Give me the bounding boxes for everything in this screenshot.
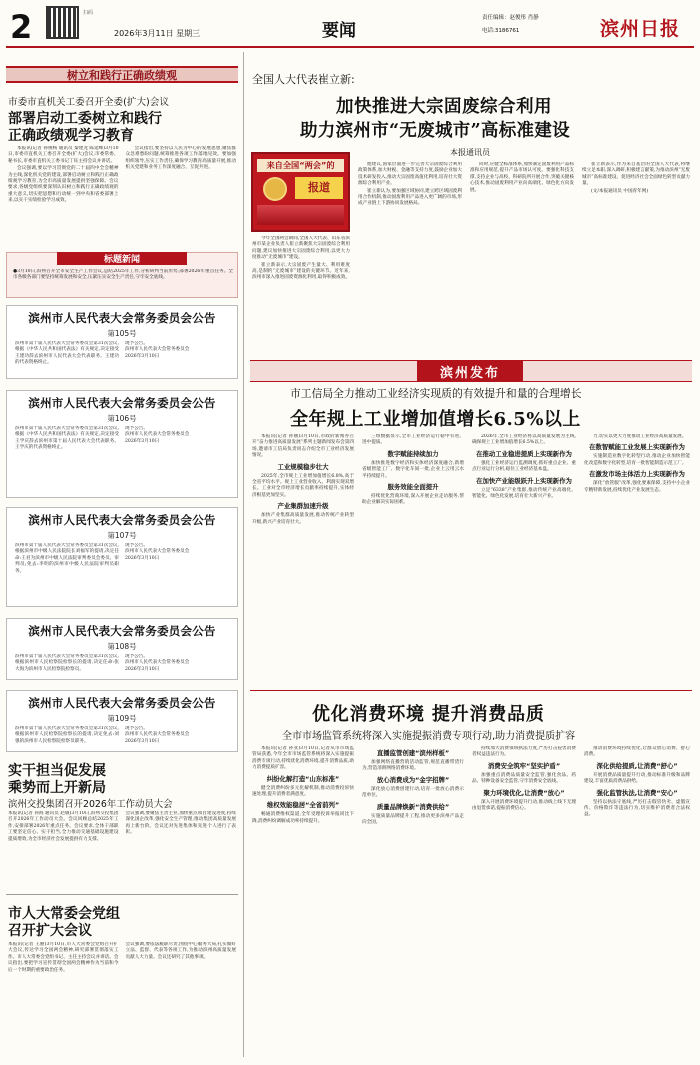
cppcc-col-1: [8, 146, 119, 248]
flash-news-box: [6, 252, 238, 298]
paragraph: 推动消费环境持续优化,让群众放心消费、舒心消费。: [584, 746, 690, 758]
badge-skyline: [257, 205, 344, 225]
date-line: 2026年3月11日 星期三: [114, 29, 201, 38]
paragraph: 深化放心消费创建行动,培育一批放心消费示范单位。: [362, 786, 464, 799]
notice-title: 滨州市人民代表大会常务委员会公告: [28, 696, 216, 710]
paragraph: (文/本报通讯员 中国青年网): [591, 188, 649, 194]
notice-body: [7, 654, 237, 682]
paragraph: 持续加大消费领域执法力度,严厉打击侵害消费者权益违法行为。: [472, 746, 576, 758]
paragraph: 今年全国两会期间,全国人大代表、山东省滨州市某企业负责人崔立新聚焦大宗固废综合利用问题,建议加快推进大宗固废综合利用,以更大力度推动“无废城市”建设。: [252, 236, 350, 261]
top-headline-1: 加快推进大宗固废综合利用: [336, 97, 552, 117]
paragraph: 他建议,国家层面进一步完善大宗固废综合利用政策体系,加大财税、金融等支持力度,鼓励企业加大技术研发投入,推动大宗固废高值化利用,培育壮大资源综合利用产业。: [358, 162, 462, 187]
phone-line: 电话:3186761: [482, 28, 520, 34]
consumption-col-2: [362, 746, 464, 1056]
top-col-3: [470, 162, 574, 354]
paragraph: 加强网络直播营销活动监管,规范直播带货行为,营造清朗网络消费环境。: [362, 760, 464, 772]
notice-body: [7, 341, 237, 381]
lianghui-badge-top: [257, 159, 344, 172]
consumption-col-3: [472, 746, 576, 1056]
flash-news-label-wrap: [57, 252, 187, 265]
transport-subtitle: 滨州交投集团召开2026年工作动员大会: [8, 799, 173, 810]
notice-col-2: 现予公告。 滨州市人民代表大会常务委员会 2026年3月10日: [125, 426, 190, 444]
notice-106: [6, 390, 238, 498]
cppcc-body: [8, 146, 236, 248]
top-headline-2: 助力滨州市“无废城市”高标准建设: [300, 121, 570, 141]
subhead: 在加快产业能级跃升上实现新作为: [476, 476, 572, 485]
paragraph: 实施质量品牌提升工程,推动更多滨州产品走向全国。: [362, 813, 464, 826]
flash-news-body: ●3月10日,滨州召开全市安全生产工作会议,总结2025年工作,分析研判当前形势,部署2026年重点任务。全市各级各部门要坚持统筹发展和安全,压紧压实安全生产责任,守牢安全底线。: [13, 269, 233, 281]
paragraph: 力,切实以更大力度推动工业经济高质量发展。: [593, 434, 687, 439]
notice-108: [6, 618, 238, 680]
notice-number: 第108号: [107, 642, 137, 651]
consumption-kicker: 全市市场监管系统将深入实施提振消费专项行动,助力消费提质扩容: [282, 731, 576, 742]
subhead: 产业集群加速升级: [277, 502, 329, 511]
lianghui-badge-line1: 来自全国“两会”的: [266, 160, 335, 170]
cppcc-title-2: 正确政绩观学习教育: [8, 128, 134, 144]
subhead: 质量品牌焕新“消费供给”: [376, 802, 450, 811]
paper-logo: 滨州日报: [600, 18, 681, 40]
notice-105: [6, 305, 238, 379]
notice-body: [7, 726, 237, 754]
paragraph: 加强重点消费品质量安全监管,强化食品、药品、特种设备安全监管,守牢消费安全底线。: [472, 772, 576, 785]
subhead: 在推动工业稳进提质上实现新作为: [476, 449, 572, 458]
subhead: 强化监管执法,让消费“安心”: [596, 788, 678, 797]
column-divider: [243, 52, 244, 1057]
subhead: 消费安全筑牢“坚实护盾”: [487, 761, 561, 770]
notice-col-2: 现予公告。 滨州市人民代表大会常务委员会 2026年3月10日: [125, 726, 190, 744]
release-kicker: 市工信局全力推动工业经济实现质的有效提升和量的合理增长: [290, 387, 582, 400]
paragraph: 开展消费品质量提升行动,推动标准升级和品牌建设,丰富优质消费品供给。: [584, 772, 690, 785]
paragraph: 畅通消费维权渠道,全年受理投诉举报同比下降,消费纠纷调解成功率持续提升。: [252, 812, 354, 824]
notice-number: 第106号: [107, 414, 137, 423]
paragraph: 健全消费纠纷多元化解机制,推动消费投诉快速处理,提升消费者满意度。: [252, 785, 354, 798]
paragraph: 实施制造业数字化转型行动,推动企业加快智能化改造和数字化转型,培育一批智能制造示范工厂。: [584, 454, 690, 466]
paragraph: 三组数据显示,全市工业经济运行稳中有进、进中提质。: [362, 434, 464, 446]
notice-col-1: 滨州市第十届人民代表大会常务委员会第31次会议,根据滨州市人民检察院检察长的提请,决定免去:刘强的滨州市人民检察院检察员职务。: [15, 726, 119, 744]
left-banner-label: 树立和践行正确政绩观: [67, 68, 177, 82]
transport-title-2: 乘势而上开新局: [8, 780, 106, 796]
paragraph: 会议指出,要坚持以人民为中心的发展思想,聚焦群众急难愁盼问题,统筹推进各项工作落地见效。要加强组织领导,压实工作责任,确保学习教育高质量开展,推动机关党建和业务工作深度融合、互促共进。: [125, 146, 236, 171]
notice-title: 滨州市人民代表大会常务委员会公告: [28, 624, 216, 638]
paragraph: 会议强调,要以学习贯彻党的二十届四中全会精神为主线,深化机关党的建设,部署启动树立和践行正确政绩观学习教育,为全市高质量发展提供坚强保障。会议要求,各级党组织要深刻认识树立和践行正确政绩观的重大意义,切实把思想和行动统一到中央和省委部署上来,以实干实绩检验学习成效。: [8, 166, 119, 204]
release-col-3: [472, 434, 576, 662]
left-banner: [6, 66, 238, 83]
flash-news-label: 标题新闻: [103, 255, 140, 265]
subhead: 数字赋能持续加力: [387, 449, 439, 458]
subhead: 在激发市场主体活力上实现新作为: [589, 470, 685, 479]
release-banner: [417, 360, 523, 382]
subhead: 放心消费成为“金字招牌”: [376, 775, 450, 784]
notice-number: 第107号: [107, 531, 137, 540]
page-number: 2: [10, 8, 33, 46]
transport-col-1: 本报讯(记者 孙海 通讯员 赵敏)3月10日,滨州交投集团召开2026年工作动员大会。会议回顾总结2025年工作,安排部署2026年重点任务。会议要求,全体干部职工要坚定信心、实干担当,全力推动交通基础设施建设提质增效,为全市经济社会发展提供有力支撑。: [8, 811, 119, 842]
emblem-icon: [263, 177, 287, 201]
subhead: 纠纷化解打造“山东标准”: [266, 774, 340, 783]
paragraph: 持续优化营商环境,深入开展企业走访服务,帮助企业解决实际困难。: [362, 494, 464, 506]
notice-col-2: 现予公告。 滨州市人民代表大会常务委员会 2026年3月10日: [125, 341, 190, 359]
transport-title-1: 实干担当促发展: [8, 763, 106, 779]
paragraph: 2025年,全市规上工业增加值增长6.8%,高于全省平均水平。规上工业营业收入、利润实现双增长。工业对全市经济增长贡献率持续提升,实体经济根基更加坚实。: [252, 473, 354, 498]
paragraph: 本报讯(记者 孙丽)3月10日,市政府新闻办召开“奋力推进高质量发展”系列主题新闻发布会第四场,邀请市工信局负责同志介绍全市工业经济发展情况。: [252, 434, 354, 459]
party-title-1: 市人大常委会党组: [8, 906, 120, 922]
paragraph: 深化“放管服”改革,强化要素保障,支持中小企业专精特新发展,持续优化产业发展生态。: [584, 481, 690, 493]
paragraph: 深入开展消费环境提升行动,推动线上线下无理由退货承诺,提振消费信心。: [472, 799, 576, 812]
paragraph: 崔立新表示,作为来自基层的全国人大代表,将继续立足本职,深入调研,积极建言献策,为推动滨州“无废城市”高标准建设、促进经济社会全面绿色转型贡献力量。: [582, 162, 690, 187]
notice-title: 滨州市人民代表大会常务委员会公告: [28, 311, 216, 325]
paragraph: 本报讯(记者 孙俊杨 通讯员 秦建龙 陈延峰)3月10日,市委市直机关工委召开全委(扩大)会议,市委常委、秘书长,市委市直机关工委书记丁钰主持会议并讲话。: [8, 146, 119, 164]
notice-number: 第109号: [107, 714, 137, 723]
paragraph: 加快产业集群高质量发展,推动传统产业转型升级,新兴产业培育壮大。: [252, 513, 354, 525]
paragraph: 坚持以执法守底线,严厉打击假冒伪劣、虚假宣传、价格欺诈等违法行为,切实维护消费者合法权益。: [584, 799, 690, 818]
notice-body: [7, 543, 237, 607]
top-col-2: [358, 162, 462, 354]
paragraph: 崔立新表示,大宗固废产生量大、利用难度高,是制约“无废城市”建设的关键环节。近年来,滨州市深入推进固废资源化利用,取得积极成效。: [252, 262, 350, 281]
rule: [250, 690, 692, 691]
consumption-col-4: [584, 746, 690, 1056]
top-kicker: 全国人大代表崔立新:: [252, 73, 355, 86]
paragraph: 2026年,全市工业经济将以高质量发展为主线,确保规上工业增加值增长6.5%以上。: [472, 434, 576, 446]
notice-body: [7, 426, 237, 496]
section-title: 要闻: [322, 21, 356, 41]
paragraph: 同时,应健全标准体系,加快制定固废利用产品标准和应用规范,提升产品市场认可度。要强化科技支撑,支持企业与高校、科研院所开展合作,突破关键核心技术,推动固废利用产业向高端化、绿色化方向发展。: [470, 162, 574, 193]
notice-107: [6, 507, 238, 607]
editor-line: 责任编辑：赵俊彤 肖静: [482, 15, 539, 21]
release-col-2: [362, 434, 464, 662]
cppcc-kicker: 市委市直机关工委召开全委(扩大)会议: [8, 97, 169, 108]
party-col-2: 会议强调,要依法履职尽责,围绕中心服务大局,扎实做好立法、监督、代表等各项工作,为推动滨州高质量发展贡献人大力量。会议还研究了其他事项。: [125, 942, 236, 960]
release-col-1: [252, 434, 354, 662]
top-col-1: [252, 236, 350, 354]
party-col-1: 本报讯(记者 王丽)3月10日,市人大常委会党组召开扩大会议,传达学习全国两会精神,研究部署贯彻落实工作。市人大常委会党组书记、主任主持会议并讲话。会议指出,要把学习宣传贯彻全国两会精神作为当前和今后一个时期的重要政治任务。: [8, 942, 119, 973]
transport-body: [8, 811, 236, 889]
transport-col-2: 会议强调,要聚焦主责主业,加快重点项目建设进度,持续深化国企改革,强化安全生产管理,推动集团高质量发展再上新台阶。会议还对先进集体和先进个人进行了表彰。: [125, 811, 236, 836]
subhead: 聚力环境优化,让消费“放心”: [483, 788, 565, 797]
notice-number: 第105号: [107, 329, 137, 338]
paragraph: 本报讯(记者 孙亚)3月10日,记者从市市场监管局获悉,今年全市市场监管系统将深入实施提振消费专项行动,持续优化消费环境,提升消费品质,助力消费提质扩容。: [252, 746, 354, 771]
release-banner-label: 滨州发布: [439, 365, 500, 381]
notice-col-1: 滨州市第十届人民代表大会常务委员会第31次会议,根据滨州市人民检察院检察长的提请,决定任命:张大海为滨州市人民检察院检察员。: [15, 654, 119, 672]
qr-label: 扫码: [83, 10, 94, 16]
release-headline: 全年规上工业增加值增长6.5%以上: [290, 409, 581, 430]
notice-col-2: 现予公告。 滨州市人民代表大会常务委员会 2026年3月10日: [125, 543, 190, 561]
consumption-headline: 优化消费环境 提升消费品质: [312, 704, 545, 725]
subhead: 工业规模稳步壮大: [277, 462, 329, 471]
cppcc-col-2: [126, 146, 237, 248]
subhead: 直播监管创建“滨州样板”: [376, 749, 450, 757]
paragraph: 立足“6338”产业集群,推动传统产业高端化、智能化、绿色化发展,培育壮大新兴产业。: [472, 487, 576, 500]
notice-109: [6, 690, 238, 752]
cppcc-title-1: 部署启动工委树立和践行: [8, 111, 162, 127]
rule: [6, 894, 238, 895]
notice-title: 滨州市人民代表大会常务委员会公告: [28, 513, 216, 527]
top-byline: 本报通讯员: [450, 148, 490, 157]
paragraph: 加快推进数字经济和实体经济深度融合,新增省级智能工厂、数字化车间一批,企业上云用云水平持续提升。: [362, 460, 464, 479]
party-title-2: 召开扩大会议: [8, 923, 92, 939]
notice-col-1: 滨州市第十届人民代表大会常务委员会第31次会议,根据滨州市中级人民法院院长刘福军的提请,决定任命:王君为滨州市中级人民法院审判委员会委员、审判员;免去:李明的滨州市中级人民法院审判员职务。: [15, 543, 119, 574]
notice-col-1: 滨州市第十届人民代表大会常务委员会第31次会议,根据《中华人民共和国代表法》有关规定,决定接受王学庆辞去滨州市第十届人民代表大会代表职务。王学庆的代表资格终止。: [15, 426, 119, 451]
notice-title: 滨州市人民代表大会常务委员会公告: [28, 396, 216, 410]
notice-col-1: 滨州市第十届人民代表大会常务委员会第31次会议,根据《中华人民共和国代表法》有关规定,决定接受王建功辞去滨州市人民代表大会代表职务。王建功的代表资格终止。: [15, 341, 119, 366]
lianghui-badge-line2: 报道: [295, 177, 343, 199]
top-col-4: [582, 162, 690, 354]
party-body: [8, 942, 236, 1054]
subhead: 服务效能全面提升: [387, 483, 439, 492]
subhead: 在数智赋能工业发展上实现新作为: [589, 443, 685, 452]
notice-col-2: 现予公告。 滨州市人民代表大会常务委员会 2026年3月10日: [125, 654, 190, 672]
lianghui-badge: [251, 152, 350, 232]
paragraph: 崔立新认为,要加强区域协同,建立跨区域固废利用合作机制,推动固废利用产品进入更广阔的市场,形成产业链上下游协同发展格局。: [358, 188, 462, 207]
release-col-4: [584, 434, 690, 662]
masthead-rule: [6, 46, 694, 48]
subhead: 深化供给提质,让消费“舒心”: [596, 761, 678, 770]
qr-code[interactable]: [46, 6, 79, 39]
paragraph: 强化工业经济运行监测调度,抓好重点企业、重点行业运行分析,稳住工业经济基本盘。: [472, 460, 576, 473]
subhead: 维权效能稳居“全省前列”: [266, 801, 340, 810]
consumption-col-1: [252, 746, 354, 1056]
